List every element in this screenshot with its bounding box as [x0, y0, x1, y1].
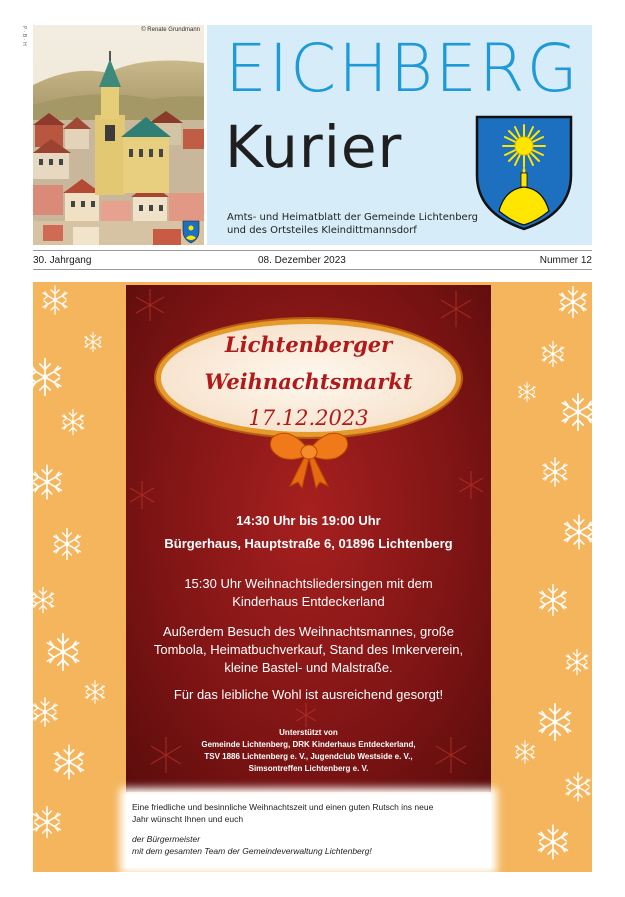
poster-event-date: 17.12.2023	[248, 406, 369, 430]
singing-line-2: Kinderhaus Entdeckerland	[232, 594, 385, 609]
tagline-line-2: und des Ortsteiles Kleindittmannsdorf	[227, 225, 417, 236]
town-painting-image	[33, 25, 204, 245]
greeting-line-1: Eine friedliche und besinnliche Weihnachtszeit und einen guten Rutsch ins neue	[132, 802, 434, 812]
event-poster	[126, 285, 491, 792]
issue-date: 08. Dezember 2023	[258, 255, 346, 266]
singing-line-1: 15:30 Uhr Weihnachtsliedersingen mit dem	[184, 576, 433, 591]
supporters-line-1: Gemeinde Lichtenberg, DRK Kinderhaus Entdeckerland,	[201, 740, 416, 749]
supporters-heading: Unterstützt von	[279, 728, 338, 737]
extras-line-2: Tombola, Heimatbuchverkauf, Stand des Imkerverein,	[153, 642, 464, 657]
newspaper-tagline	[227, 211, 478, 237]
masthead	[207, 25, 592, 245]
tagline-line-1: Amts- und Heimatblatt der Gemeinde Lichtenberg	[227, 212, 478, 223]
coat-of-arms-icon	[475, 115, 573, 231]
event-location: Bürgerhaus, Hauptstraße 6, 01896 Lichtenberg	[164, 536, 453, 551]
food-note: Für das leibliche Wohl ist ausreichend gesorgt!	[173, 687, 444, 702]
signature-line-1: der Bürgermeister	[132, 834, 201, 844]
volume-label: 30. Jahrgang	[33, 255, 92, 266]
extras-line-3: kleine Bastel- und Malstraße.	[224, 660, 393, 675]
supporters-line-3: Simsontreffen Lichtenberg e. V.	[248, 764, 369, 773]
christmas-market-ad	[33, 282, 592, 872]
print-mark: P · B · H	[21, 26, 27, 46]
bow-icon	[268, 428, 350, 490]
greeting-box	[126, 794, 491, 868]
signature-line-2: mit dem gesamten Team der Gemeindeverwaltung Lichtenberg!	[132, 846, 372, 856]
greeting-line-2: Jahr wünscht Ihnen und euch	[132, 814, 244, 824]
issue-info-bar	[33, 250, 592, 270]
newspaper-title: EICHBERG	[225, 30, 580, 107]
cover-painting	[33, 25, 204, 245]
issue-number: Nummer 12	[539, 255, 592, 266]
image-copyright: © Renate Grundmann	[141, 27, 200, 33]
newspaper-subtitle: Kurier	[225, 113, 403, 181]
event-time: 14:30 Uhr bis 19:00 Uhr	[236, 513, 381, 528]
poster-title-line-2: Weihnachtsmarkt	[204, 369, 413, 394]
supporters-line-2: TSV 1886 Lichtenberg e. V., Jugendclub Westside e. V.,	[204, 752, 413, 761]
poster-title-line-1: Lichtenberger	[224, 332, 393, 357]
extras-line-1: Außerdem Besuch des Weihnachtsmannes, große	[163, 624, 454, 639]
